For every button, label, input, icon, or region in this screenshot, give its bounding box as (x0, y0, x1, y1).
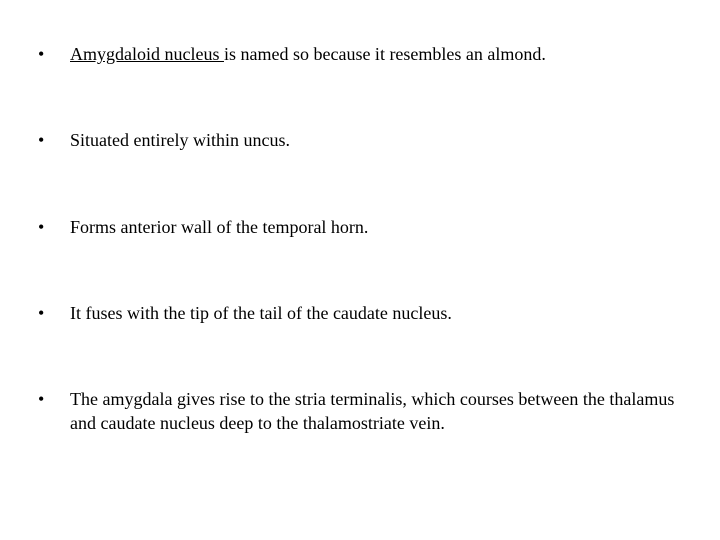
bullet-text: The amygdala gives rise to the stria terminalis, which courses between the thalamus and caudate nucleus deep to the thalamostriate vein. (70, 389, 675, 433)
bullet-marker: • (38, 130, 45, 150)
bullet-marker: • (38, 217, 45, 237)
bullet-marker: • (38, 44, 45, 64)
bullet-text: Forms anterior wall of the temporal horn. (70, 217, 369, 237)
bullet-text-rest: is named so because it resembles an almond. (223, 44, 546, 64)
bullet-text: It fuses with the tip of the tail of the caudate nucleus. (70, 303, 452, 323)
amygdaloid-nucleus-link[interactable]: Amygdaloid nucleus (70, 44, 224, 64)
bullet-text (70, 42, 680, 66)
bullet-text: Situated entirely within uncus. (70, 130, 290, 150)
bullet-marker: • (38, 303, 45, 323)
bullet-marker: • (38, 389, 45, 409)
